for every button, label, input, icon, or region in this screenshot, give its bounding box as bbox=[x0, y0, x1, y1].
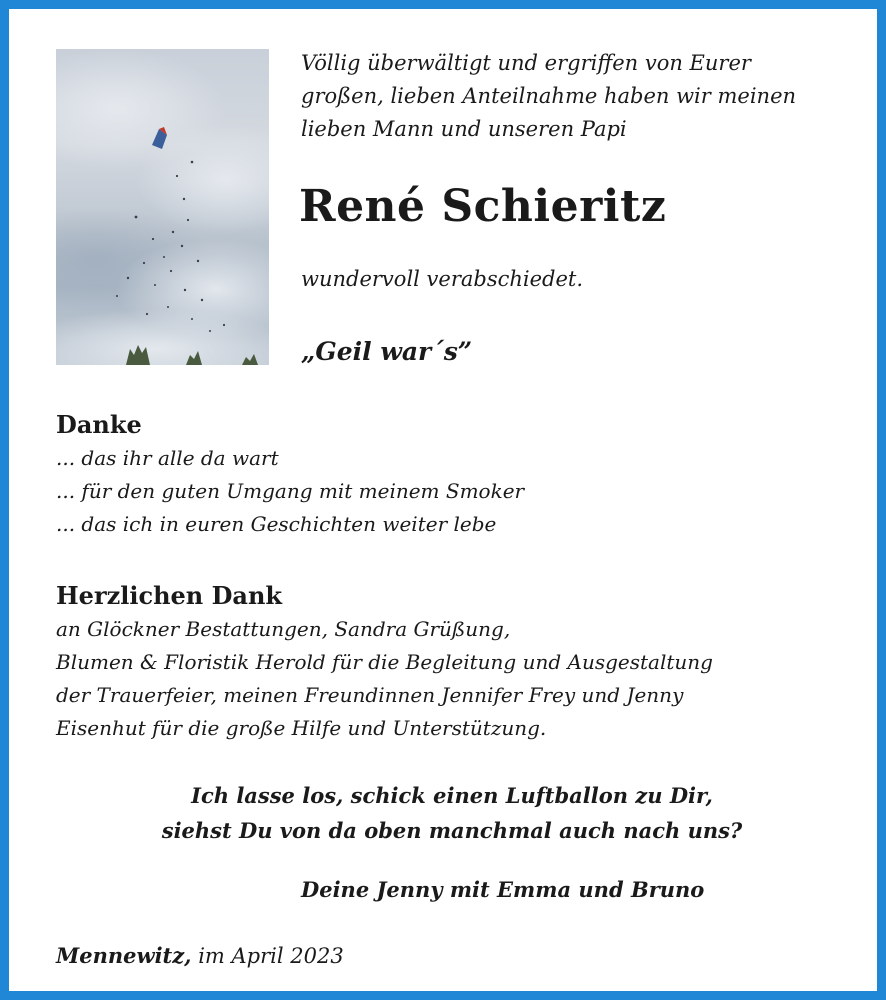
balloons-photo bbox=[56, 49, 269, 365]
place-name: Mennewitz, bbox=[56, 943, 192, 968]
intro-line: Völlig überwältigt und ergriffen von Eurer bbox=[301, 51, 751, 75]
acknowledgements-line: an Glöckner Bestattungen, Sandra Grüßung, bbox=[56, 617, 511, 641]
poem-line: Ich lasse los, schick einen Luftballon zu Dir, bbox=[191, 783, 713, 808]
deceased-name: René Schieritz bbox=[299, 181, 667, 232]
farewell-text: wundervoll verabschiedet. bbox=[301, 267, 584, 291]
motto-quote: „Geil war´s” bbox=[301, 337, 473, 366]
poem-verse bbox=[56, 778, 848, 848]
acknowledgements-line: der Trauerfeier, meinen Freundinnen Jennifer Frey und Jenny bbox=[56, 683, 684, 707]
intro-text bbox=[301, 47, 861, 146]
acknowledgements-line: Blumen & Floristik Herold für die Begleitung und Ausgestaltung bbox=[56, 650, 713, 674]
thanks-line: ... für den guten Umgang mit meinem Smoker bbox=[56, 479, 525, 503]
thanks-heading: Danke bbox=[56, 410, 142, 439]
poem-line: siehst Du von da oben manchmal auch nach uns? bbox=[161, 818, 743, 843]
intro-line: großen, lieben Anteilnahme haben wir meinen bbox=[301, 84, 797, 108]
acknowledgements-heading: Herzlichen Dank bbox=[56, 581, 283, 610]
family-signature: Deine Jenny mit Emma und Bruno bbox=[301, 877, 705, 902]
place-and-date bbox=[56, 943, 344, 968]
thanks-line: ... das ich in euren Geschichten weiter lebe bbox=[56, 512, 497, 536]
sky-balloons-image bbox=[56, 49, 269, 365]
intro-line: lieben Mann und unseren Papi bbox=[301, 117, 627, 141]
acknowledgements-line: Eisenhut für die große Hilfe und Unterstützung. bbox=[56, 716, 547, 740]
notice-date: im April 2023 bbox=[198, 944, 344, 968]
acknowledgements-section bbox=[56, 579, 856, 745]
thanks-section bbox=[56, 408, 856, 541]
thanks-line: ... das ihr alle da wart bbox=[56, 446, 279, 470]
